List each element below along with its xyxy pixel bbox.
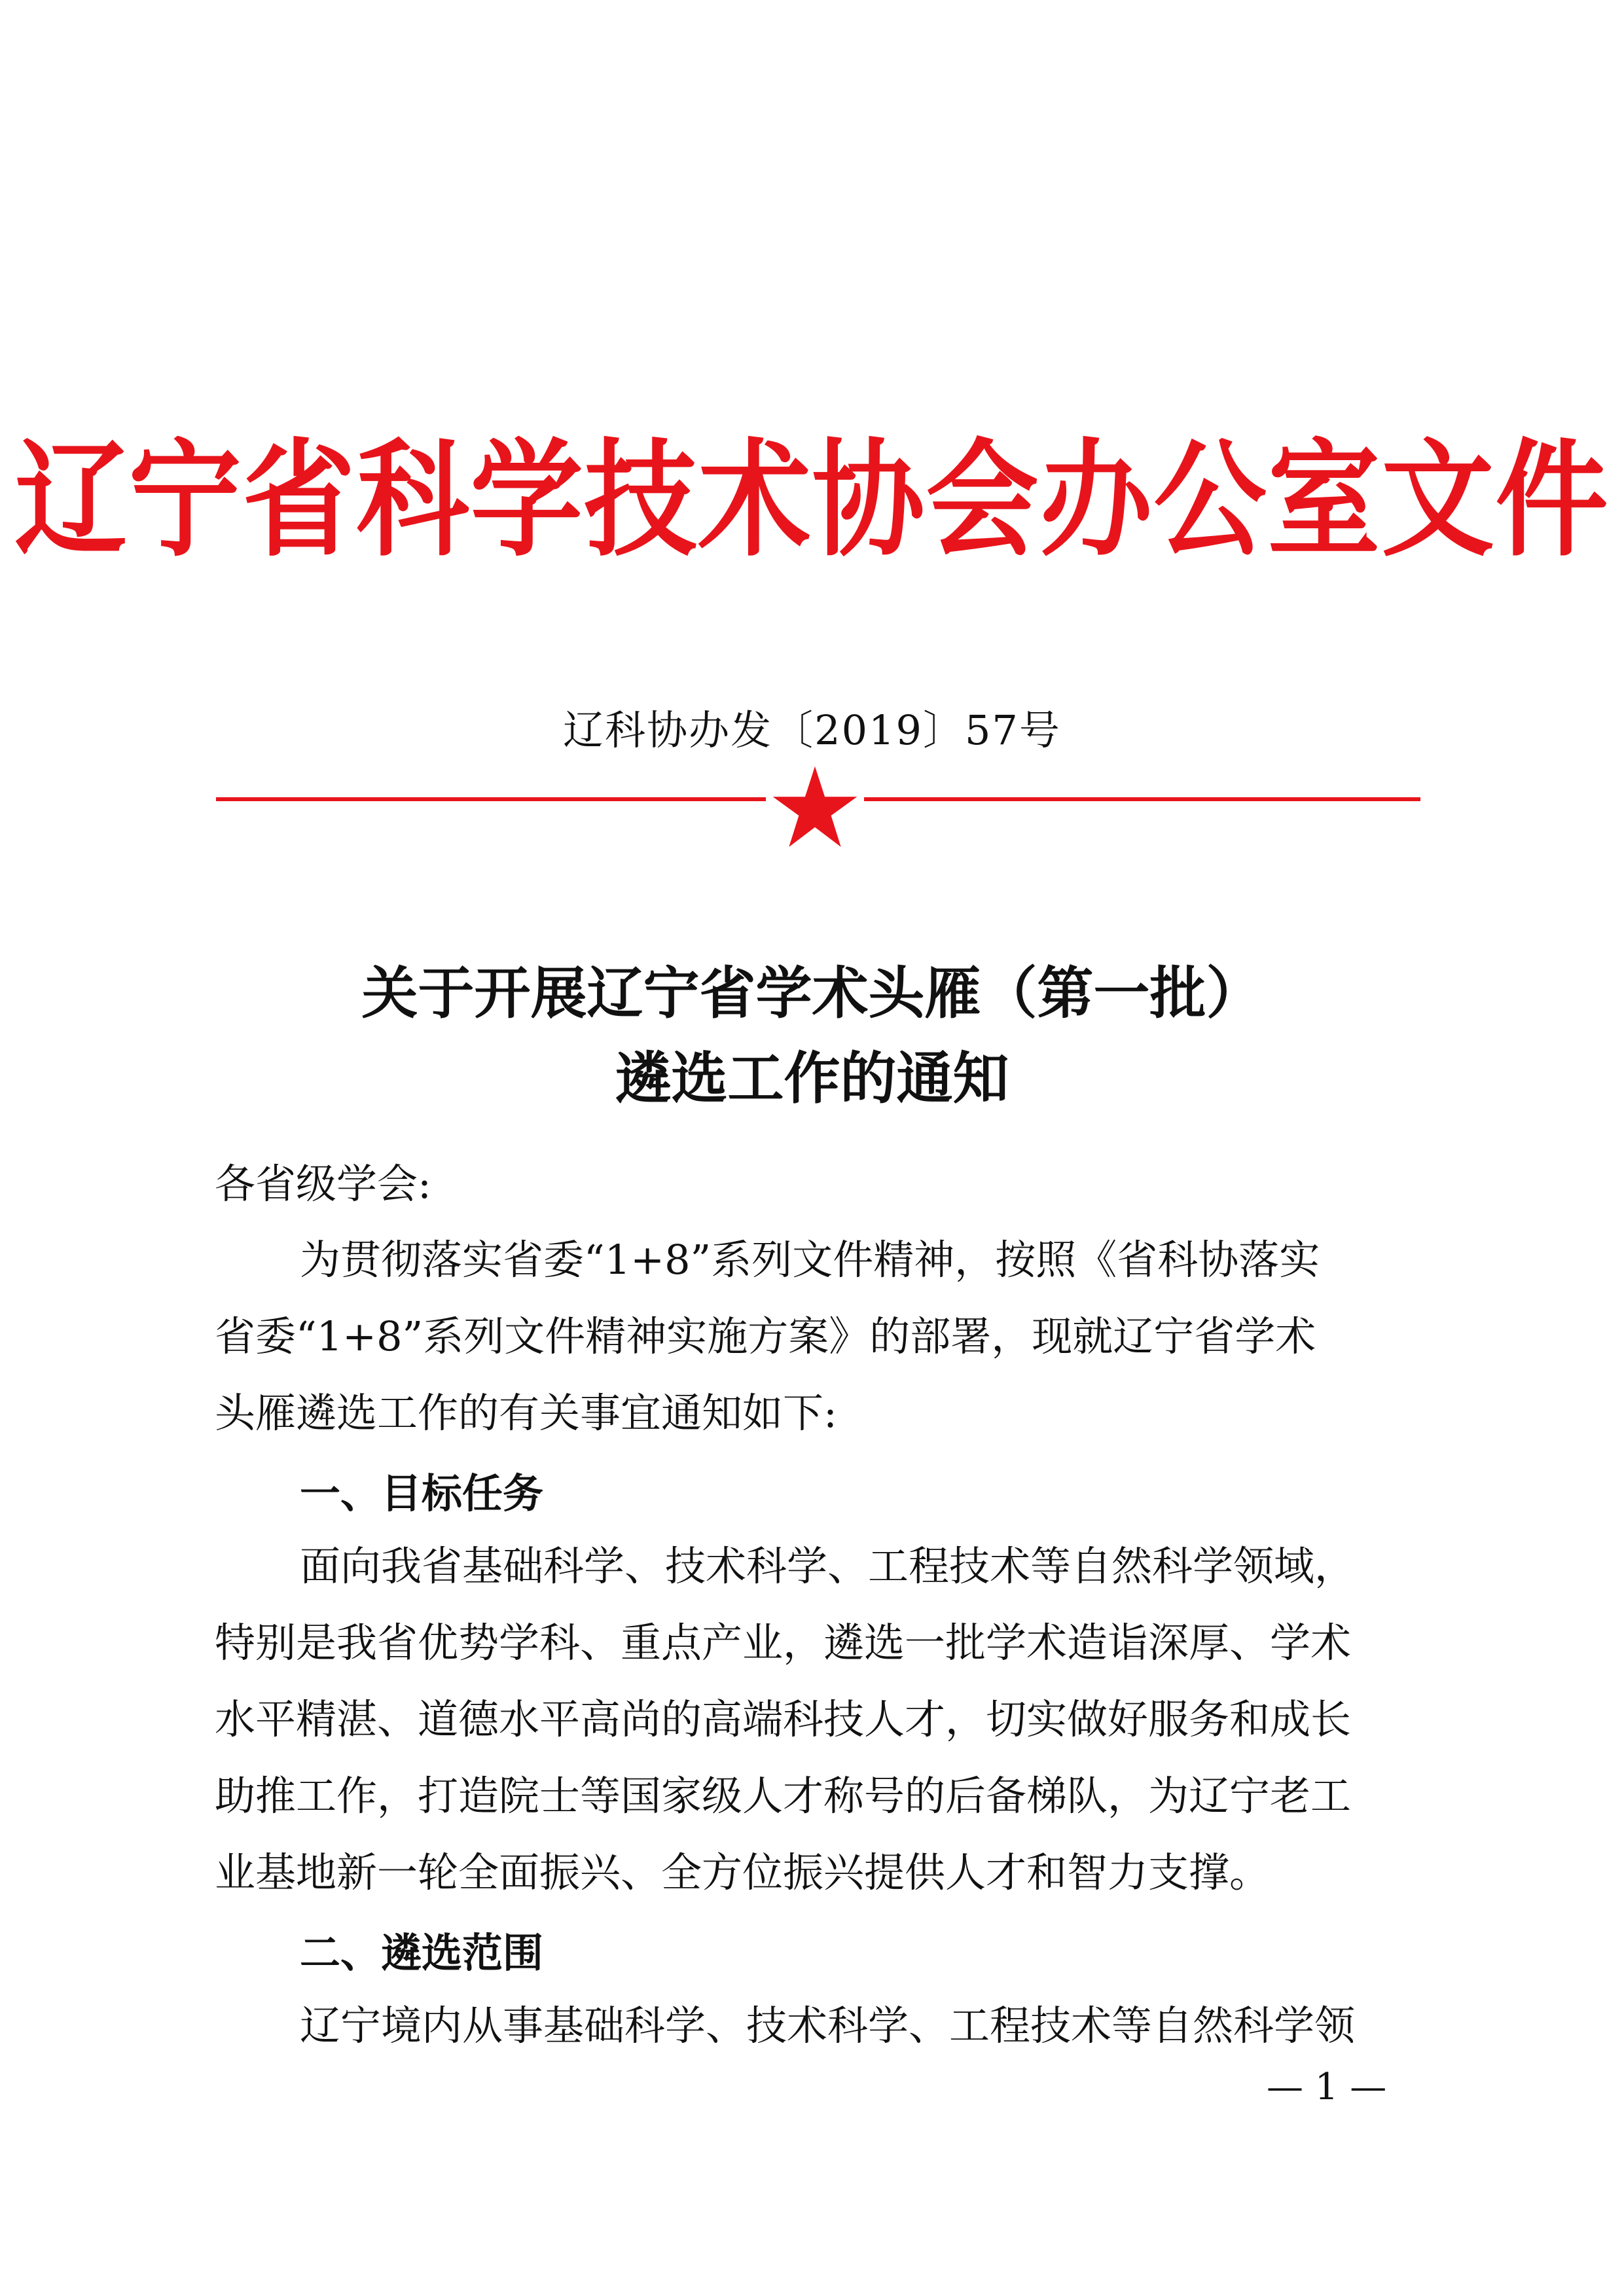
- notice-title-line-2: 遴选工作的通知: [615, 1046, 1009, 1111]
- section-1-line-3: 水平精湛、道德水平高尚的高端科技人才，切实做好服务和成长: [215, 1695, 1352, 1743]
- section-2-line-1: 辽宁境内从事基础科学、技术科学、工程技术等自然科学领: [300, 2002, 1356, 2049]
- salutation: 各省级学会:: [215, 1160, 431, 1208]
- section-1-line-2: 特别是我省优势学科、重点产业，遴选一批学术造诣深厚、学术: [215, 1619, 1352, 1667]
- document-number: 辽科协办发〔2019〕57号: [563, 706, 1061, 754]
- intro-line-1: 为贯彻落实省委“1+8”系列文件精神，按照《省科协落实: [300, 1236, 1320, 1284]
- section-1-line-4: 助推工作，打造院士等国家级人才称号的后备梯队，为辽宁老工: [215, 1772, 1352, 1820]
- intro-line-2: 省委“1+8”系列文件精神实施方案》的部署，现就辽宁省学术: [215, 1312, 1316, 1360]
- section-1-heading: 一、目标任务: [300, 1469, 544, 1517]
- page-number: — 1 —: [1267, 2066, 1387, 2108]
- section-2-heading: 二、遴选范围: [300, 1929, 544, 1977]
- red-divider-left: [216, 797, 766, 801]
- issuer-header-title: 辽宁省科学技术协会办公室文件: [14, 426, 1610, 574]
- red-divider-right: [864, 797, 1420, 801]
- intro-line-3: 头雁遴选工作的有关事宜通知如下:: [215, 1389, 837, 1437]
- star-icon: [769, 765, 861, 850]
- section-1-line-5: 业基地新一轮全面振兴、全方位振兴提供人才和智力支撑。: [215, 1848, 1271, 1896]
- section-1-line-1: 面向我省基础科学、技术科学、工程技术等自然科学领域，: [300, 1542, 1356, 1590]
- notice-title-line-1: 关于开展辽宁省学术头雁（第一批）: [361, 961, 1263, 1026]
